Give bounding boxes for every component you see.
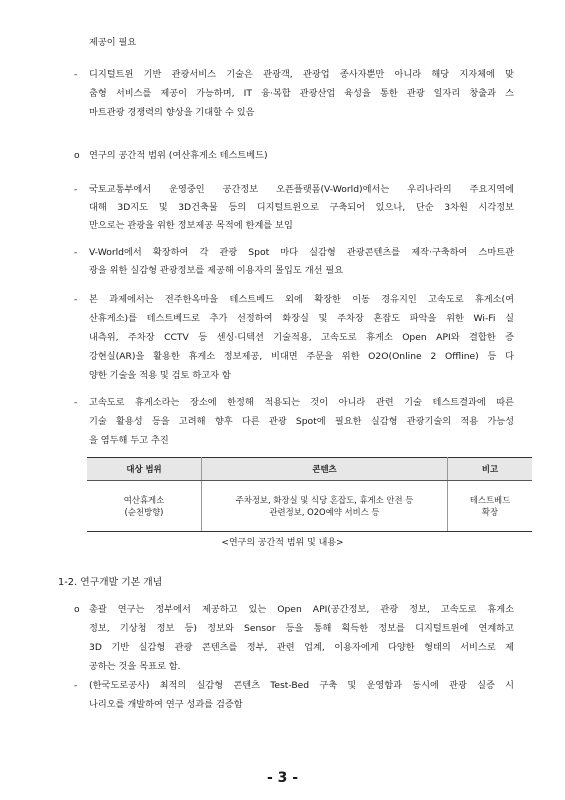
paragraph-line: 대해 3D지도 및 3D건축물 등의 디지털트윈으로 구축되어 있으나, 단순 3차원 시각정보 [89, 202, 514, 213]
paragraph-line: 마트관광 경쟁력의 향상을 기대할 수 있음 [89, 107, 255, 118]
dash-bullet: - [74, 69, 78, 80]
paragraph-line: (한국도로공사) 최적의 실감형 콘텐츠 Test-Bed 구축 및 운영함과 동시에 관광 실증 시 [89, 680, 514, 691]
paragraph-line: 양한 기술을 적용 및 검토 하고자 함 [89, 370, 231, 381]
paragraph-line: 을 염두해 두고 추진 [89, 435, 169, 446]
circle-bullet: o [74, 604, 80, 615]
paragraph-line: 기술 활용성 등을 고려해 향후 다른 관광 Spot에 필요한 실감형 관광기술의 적용 가능성 [89, 416, 514, 427]
table-caption: <연구의 공간적 범위 및 내용> [221, 538, 344, 548]
paragraph-line: 디지털트윈 기반 관광서비스 기술은 관광객, 관광업 종사자뿐만 아니라 해당 지자체에 맞 [89, 69, 514, 80]
table-header-cell: 대상 범위 [87, 458, 202, 481]
paragraph-line: 강현실(AR)을 활용한 휴게소 정보제공, 비대면 주문을 위한 O2O(Online 2 Offline) 등 다 [89, 351, 514, 362]
dash-bullet: - [74, 397, 78, 408]
paragraph-line: 만으로는 관광을 위한 정보제공 목적에 한계를 보임 [89, 220, 293, 231]
paragraph-line: 산휴게소)를 테스트베드로 추가 선정하여 화장실 및 주차장 혼잡도 파악을 위한 Wi-Fi 실 [89, 313, 514, 324]
paragraph-line: 제공이 필요 [89, 37, 137, 48]
table-cell-target [87, 481, 202, 532]
table-header-row [87, 458, 532, 481]
page-number: - 3 - [266, 770, 299, 786]
table-header-cell: 비고 [448, 458, 533, 481]
paragraph-line: 국토교통부에서 운영중인 공간정보 오픈플랫폼(V-World)에서는 우리나라의 주요지역에 [89, 184, 514, 195]
cell-line: 확장 [481, 507, 499, 517]
paragraph-line: 내측위, 주차장 CCTV 등 센싱·디텍션 기술적용, 고속도로 휴게소 Open API와 결합한 증 [89, 332, 514, 343]
cell-line: 주차정보, 화장실 및 식당 혼잡도, 휴게소 안전 등 [235, 495, 414, 505]
table-cell-content [202, 481, 448, 532]
paragraph-line: 본 과제에서는 전주한옥마을 테스트베드 외에 확장한 이동 경유지인 고속도로 휴게소(여 [89, 294, 514, 305]
dash-bullet: - [74, 247, 78, 258]
dash-bullet: - [74, 294, 78, 305]
table-cell-note [448, 481, 533, 532]
paragraph-line: 춤형 서비스를 제공이 가능하며, IT 융·복합 관광산업 육성을 통한 관광 일자리 창출과 스 [89, 88, 514, 99]
paragraph-line: 3D 기반 실감형 관광 콘텐츠를 정부, 관련 업계, 이용자에게 다양한 형태의 서비스로 제 [89, 642, 514, 653]
table-header-cell: 콘텐츠 [202, 458, 448, 481]
paragraph-line: 고속도로 휴게소라는 장소에 한정해 적용되는 것이 아니라 관련 기술 테스트결과에 따른 [89, 397, 514, 408]
cell-line: (순천방향) [124, 507, 164, 517]
dash-bullet: - [74, 680, 78, 691]
paragraph-line: 정보, 기상청 정보 등) 정보와 Sensor 등을 통해 획득한 정보를 디지털트윈에 연계하고 [89, 623, 514, 634]
dash-bullet: - [74, 184, 78, 195]
paragraph-line: 나리오를 개발하여 연구 성과를 검증함 [89, 699, 243, 710]
table-row [87, 481, 532, 532]
cell-line: 관련정보, O2O예약 서비스 등 [269, 507, 380, 517]
paragraph-line: 광을 위한 실감형 관광정보를 제공해 이용자의 몰입도 개선 필요 [89, 265, 344, 276]
paragraph-line: 총괄 연구는 정부에서 제공하고 있는 Open API(공간정보, 관광 정보, 고속도로 휴게소 [89, 604, 514, 615]
cell-line: 테스트베드 [469, 495, 511, 505]
cell-line: 여산휴게소 [123, 495, 165, 505]
scope-table [87, 457, 532, 532]
section-heading: 1-2. 연구개발 기본 개념 [58, 577, 163, 588]
section-title: 연구의 공간적 범위 (여산휴게소 테스트베드) [89, 150, 268, 161]
circle-bullet: o [74, 150, 80, 161]
paragraph-line: 공하는 것을 목표로 함. [89, 661, 181, 672]
paragraph-line: V-World에서 확장하여 각 관광 Spot 마다 실감형 관광콘텐츠를 제작·구축하여 스마트관 [89, 247, 514, 258]
